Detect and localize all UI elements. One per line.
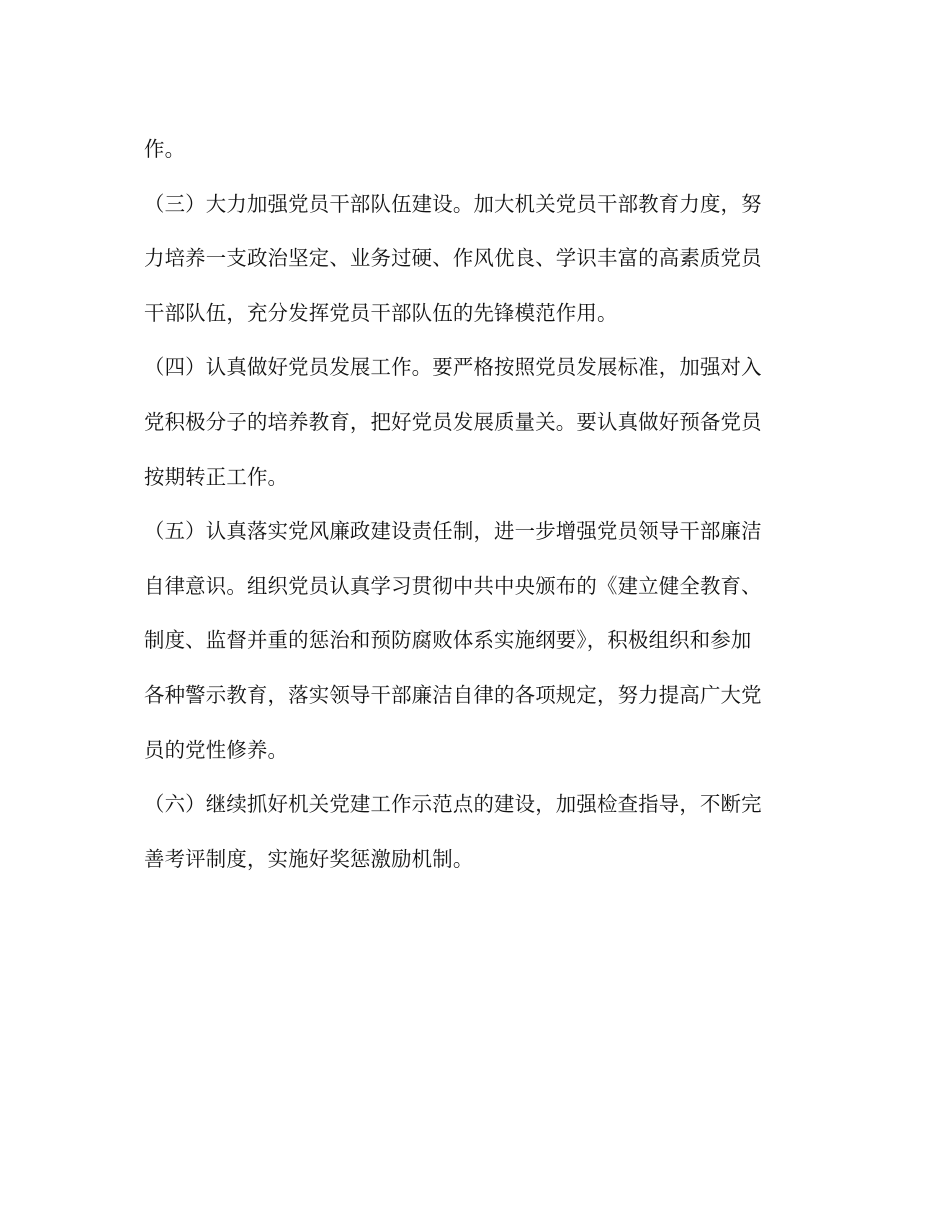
text-line: （四）认真做好党员发展工作。要严格按照党员发展标准，加强对入 <box>144 355 762 380</box>
text-line: 善考评制度，实施好奖惩激励机制。 <box>144 846 474 871</box>
text-line: 党积极分子的培养教育，把好党员发展质量关。要认真做好预备党员 <box>144 409 762 434</box>
text-line: 制度、监督并重的惩治和预防腐败体系实施纲要》，积极组织和参加 <box>144 628 752 653</box>
text-line: （六）继续抓好机关党建工作示范点的建设，加强检查指导，不断完 <box>144 792 762 817</box>
document-body <box>144 122 806 886</box>
text-line: （五）认真落实党风廉政建设责任制，进一步增强党员领导干部廉洁 <box>144 519 762 544</box>
text-line: 各种警示教育，落实领导干部廉洁自律的各项规定，努力提高广大党 <box>144 682 762 707</box>
text-line: 员的党性修养。 <box>144 737 289 762</box>
text-line: 力培养一支政治坚定、业务过硬、作风优良、学识丰富的高素质党员 <box>144 246 762 271</box>
text-line: 干部队伍，充分发挥党员干部队伍的先锋模范作用。 <box>144 300 618 325</box>
text-line: 自律意识。组织党员认真学习贯彻中共中央颁布的《建立健全教育、 <box>144 573 762 598</box>
text-line: （三）大力加强党员干部队伍建设。加大机关党员干部教育力度，努 <box>144 191 762 216</box>
text-line: 作。 <box>144 137 186 161</box>
text-line: 按期转正工作。 <box>144 464 289 489</box>
